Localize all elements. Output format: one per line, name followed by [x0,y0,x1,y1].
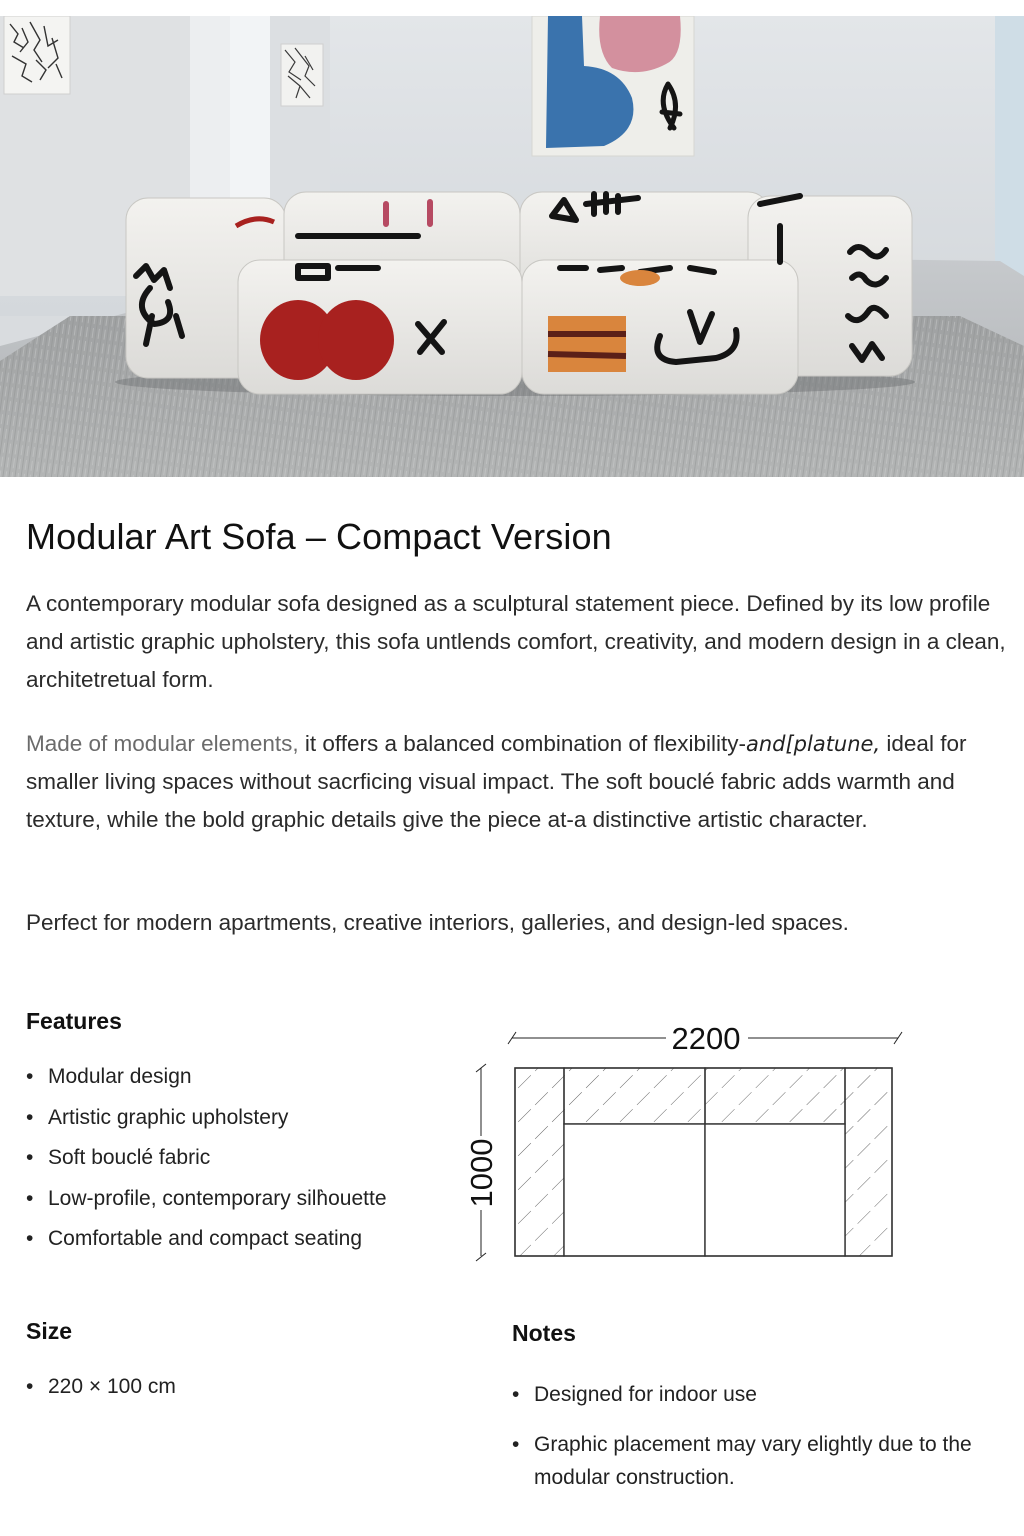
note-item: • Designed for indoor use [512,1378,992,1411]
feature-item: • Artistic graphic upholstery [26,1103,387,1144]
feature-item: • Modular design [26,1062,387,1103]
sofa-plan-outline [515,1068,892,1256]
width-dimension-label: 2200 [671,1021,741,1056]
hero-product-photo [0,16,1024,477]
feature-item: • Low-profile, contemporary silh̀ouette [26,1184,387,1225]
size-list [26,1372,176,1402]
paragraph-2-rest: ideal for smaller living spaces without sacrficing visual impact. The soft bouclé fabric adds warmth and texture, while the bold graphic details give the piece at-a distinctive artistic character. [26,731,967,832]
paragraph-2-main: it offers a balanced combination of flexibility- [298,731,746,756]
notes-heading: Notes [512,1320,576,1346]
description-paragraph-1: A contemporary modular sofa designed as a sculptural statement piece. Defined by its low profile and artistic graphic upholstery, this sofa untlends comfort, creativity, and modern design in a clean, architetretual form. [26,591,1006,692]
feature-item: • Soft bouclé fabric [26,1143,387,1184]
dimension-diagram [460,1010,920,1272]
paragraph-2-italic-fragment: and[platune, [745,732,881,756]
depth-dimension-label: 1000 [464,1138,499,1208]
features-list [26,1062,387,1265]
gallery-scene-illustration [0,16,1024,477]
paragraph-2-lead: Made of modular elements, [26,731,299,756]
features-heading: Features [26,1008,122,1034]
notes-list [512,1378,992,1511]
description-paragraph-2 [26,725,1006,839]
description-paragraph-3: Perfect for modern apartments, creative interiors, galleries, and design-led spaces. [26,910,849,935]
feature-item: • Comfortable and compact seating [26,1224,387,1265]
size-item: • 220 × 100 cm [26,1372,176,1402]
product-title: Modular Art Sofa – Compact Version [26,516,612,557]
note-item: • Graphic placement may vary elightly due to the modular construction. [512,1428,992,1494]
size-heading: Size [26,1318,73,1344]
